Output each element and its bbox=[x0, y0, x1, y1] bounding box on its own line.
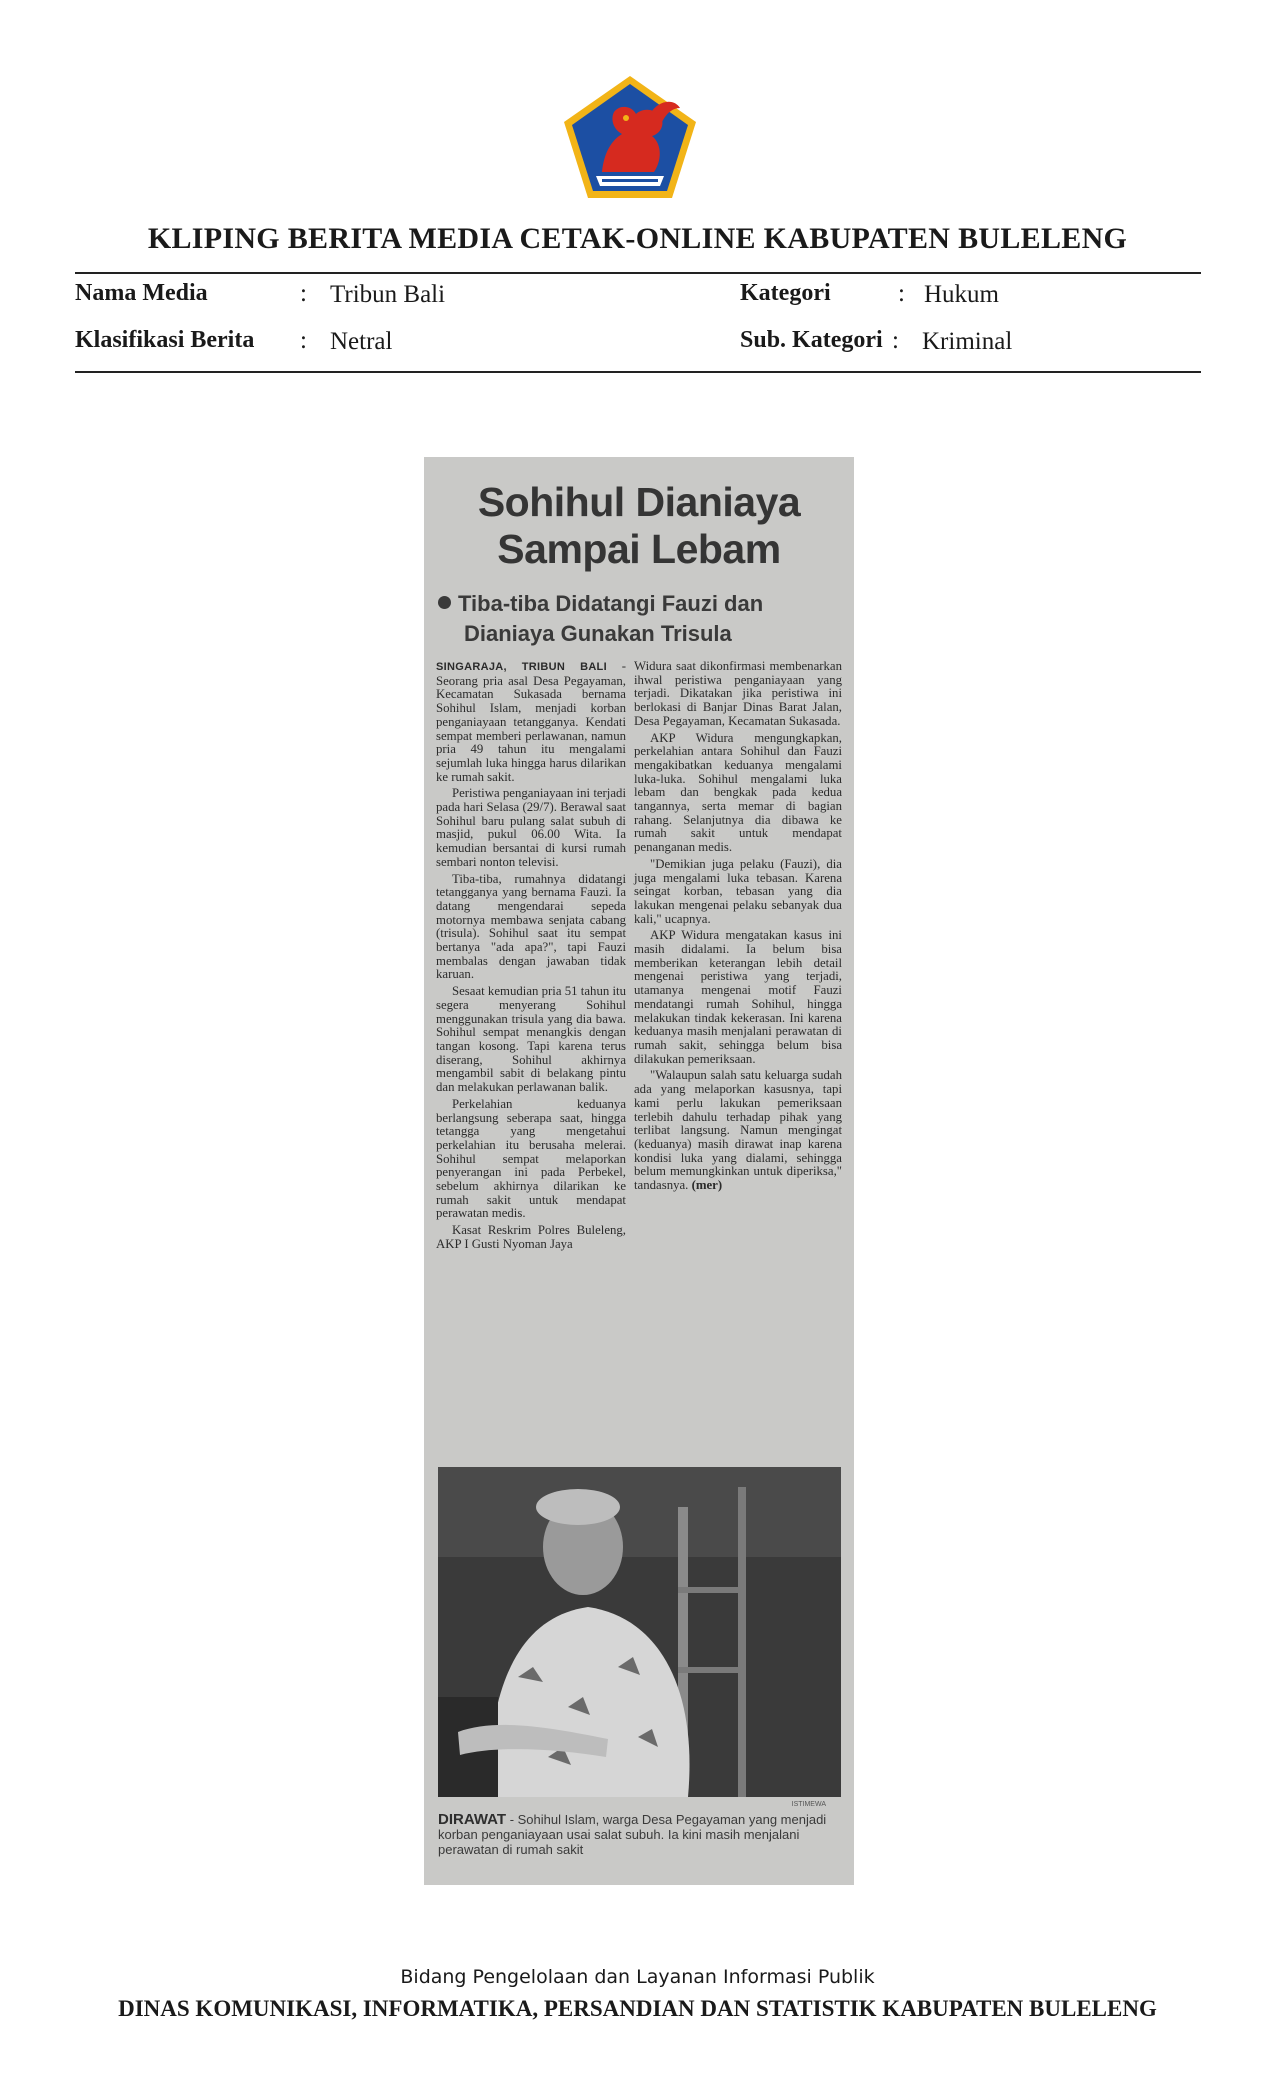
kategori-value: Hukum bbox=[924, 281, 999, 308]
article-headline bbox=[424, 479, 854, 573]
document-title: KLIPING BERITA MEDIA CETAK-ONLINE KABUPATEN BULELENG bbox=[147, 222, 1128, 255]
subhead-line-1: Tiba-tiba Didatangi Fauzi dan bbox=[458, 591, 764, 616]
article-subhead bbox=[438, 589, 848, 649]
regency-logo bbox=[562, 74, 698, 200]
klasifikasi-separator: : bbox=[300, 327, 307, 354]
kategori-label: Kategori bbox=[740, 280, 831, 306]
lion-emblem-icon bbox=[562, 74, 698, 200]
article-paragraph: AKP Widura mengatakan kasus ini masih didalami. Ia belum bisa memberikan keterangan lebih detail mengenai peristiwa yang terjadi, utamanya mengenai motif Fauzi mendatangi rumah Sohihul, hingga melakukan tindak kekerasan. Ini karena keduanya masih menjalani perawatan di rumah sakit, sehingga belum bisa dilakukan pemeriksaan. bbox=[634, 928, 842, 1066]
article-paragraph: AKP Widura mengungkapkan, perkelahian antara Sohihul dan Fauzi mengakibatkan keduanya mengalami luka-luka. Sohihul mengalami luka lebam dan bengkak pada kedua tangannya, serta memar di bagian rahang. Selanjutnya dia dibawa ke rumah sakit untuk mendapat penanganan medis. bbox=[634, 730, 842, 855]
byline: (mer) bbox=[691, 1178, 723, 1193]
article-paragraph: "Walaupun salah satu keluarga sudah ada yang melaporkan kasusnya, tapi kami perlu lakukan pemeriksaan terlebih dahulu terhadap pihak yang terlibat langsung. Namun mengingat (keduanya) masih dirawat inap karena kondisi luka yang dialami, sehingga belum memungkinkan untuk diperiksa," tandasnya. (mer) bbox=[634, 1068, 842, 1193]
article-paragraph: Perkelahian keduanya berlangsung seberapa saat, hingga tetangga yang mengetahui perkelahian itu berusaha melerai. Sohihul sempat melaporkan penyerangan ini pada Perbekel, sebelum akhirnya dilarikan ke rumah sakit untuk mendapat perawatan medis. bbox=[436, 1096, 626, 1221]
caption-text: - Sohihul Islam, warga Desa Pegayaman yang menjadi korban penganiayaan usai salat subuh. Ia kini masih menjalani perawatan di rumah sakit bbox=[438, 1812, 827, 1857]
photo-caption bbox=[438, 1812, 842, 1857]
sub-kategori-label: Sub. Kategori bbox=[740, 327, 883, 353]
kategori-separator: : bbox=[898, 280, 905, 307]
header-divider-bottom bbox=[75, 371, 1201, 373]
article-photo bbox=[438, 1467, 841, 1797]
headline-line-2: Sampai Lebam bbox=[497, 526, 781, 572]
nama-media-separator: : bbox=[300, 280, 307, 307]
article-paragraph: Kasat Reskrim Polres Buleleng, AKP I Gusti Nyoman Jaya bbox=[436, 1223, 626, 1251]
klasifikasi-label: Klasifikasi Berita bbox=[75, 327, 255, 353]
article-paragraph: "Demikian juga pelaku (Fauzi), dia juga mengalami luka tebasan. Karena seingat korban, tebasan yang dia lakukan mengenai pelaku sebanyak dua kali," ucapnya. bbox=[634, 856, 842, 926]
article-paragraph: Widura saat dikonfirmasi membenarkan ihwal peristiwa penganiayaan yang terjadi. Dikatakan jika peristiwa ini berlokasi di Banjar Dinas Barat Jalan, Desa Pegayaman, Kecamatan Sukasada. bbox=[634, 659, 842, 728]
article-paragraph: Tiba-tiba, rumahnya didatangi tetangganya yang bernama Fauzi. Ia datang mengendarai sepeda motornya membawa senjata cabang (trisula). Sohihul saat itu sempat bertanya "ada apa?", tapi Fauzi membalas dengan jawaban tidak karuan. bbox=[436, 871, 626, 982]
bullet-icon bbox=[438, 596, 451, 609]
sub-kategori-separator: : bbox=[892, 327, 899, 354]
dateline: SINGARAJA, TRIBUN BALI bbox=[436, 661, 607, 673]
nama-media-value: Tribun Bali bbox=[330, 281, 446, 308]
article-column-left bbox=[436, 660, 626, 1255]
subhead-line-2: Dianiaya Gunakan Trisula bbox=[464, 621, 732, 646]
footer-agency: DINAS KOMUNIKASI, INFORMATIKA, PERSANDIAN DAN STATISTIK KABUPATEN BULELENG bbox=[118, 1996, 1157, 2021]
header-divider-top bbox=[75, 272, 1201, 274]
article-paragraph: Sesaat kemudian pria 51 tahun itu segera menyerang Sohihul menggunakan trisula yang dia bawa. Sohihul sempat menangkis dengan tangan kosong. Tapi karena terus diserang, Sohihul akhirnya mengambil sabit di belakang pintu dan melakukan perlawanan balik. bbox=[436, 984, 626, 1095]
article-paragraph: SINGARAJA, TRIBUN BALI - Seorang pria asal Desa Pegayaman, Kecamatan Sukasada bernama Sohihul Islam, menjadi korban penganiayaan tetangganya. Kendati sempat memberi perlawanan, namun pria 49 tahun itu mengalami sejumlah luka hingga harus dilarikan ke rumah sakit. bbox=[436, 659, 626, 784]
sub-kategori-value: Kriminal bbox=[922, 328, 1013, 355]
article-column-right bbox=[634, 660, 842, 1196]
headline-line-1: Sohihul Dianiaya bbox=[477, 479, 801, 525]
caption-label: DIRAWAT bbox=[438, 1811, 507, 1828]
photo-credit: ISTIMEWA bbox=[791, 1801, 826, 1808]
footer-division: Bidang Pengelolaan dan Layanan Informasi Publik bbox=[400, 1966, 875, 1988]
nama-media-label: Nama Media bbox=[75, 280, 208, 306]
patient-photo-icon bbox=[438, 1467, 841, 1797]
newspaper-clipping bbox=[424, 457, 854, 1885]
article-paragraph: Peristiwa penganiayaan ini terjadi pada hari Selasa (29/7). Berawal saat Sohihul baru pulang salat subuh di masjid, pukul 06.00 Wita. Ia kemudian bersantai di kursi rumah sembari nonton televisi. bbox=[436, 786, 626, 869]
klasifikasi-value: Netral bbox=[330, 328, 393, 355]
